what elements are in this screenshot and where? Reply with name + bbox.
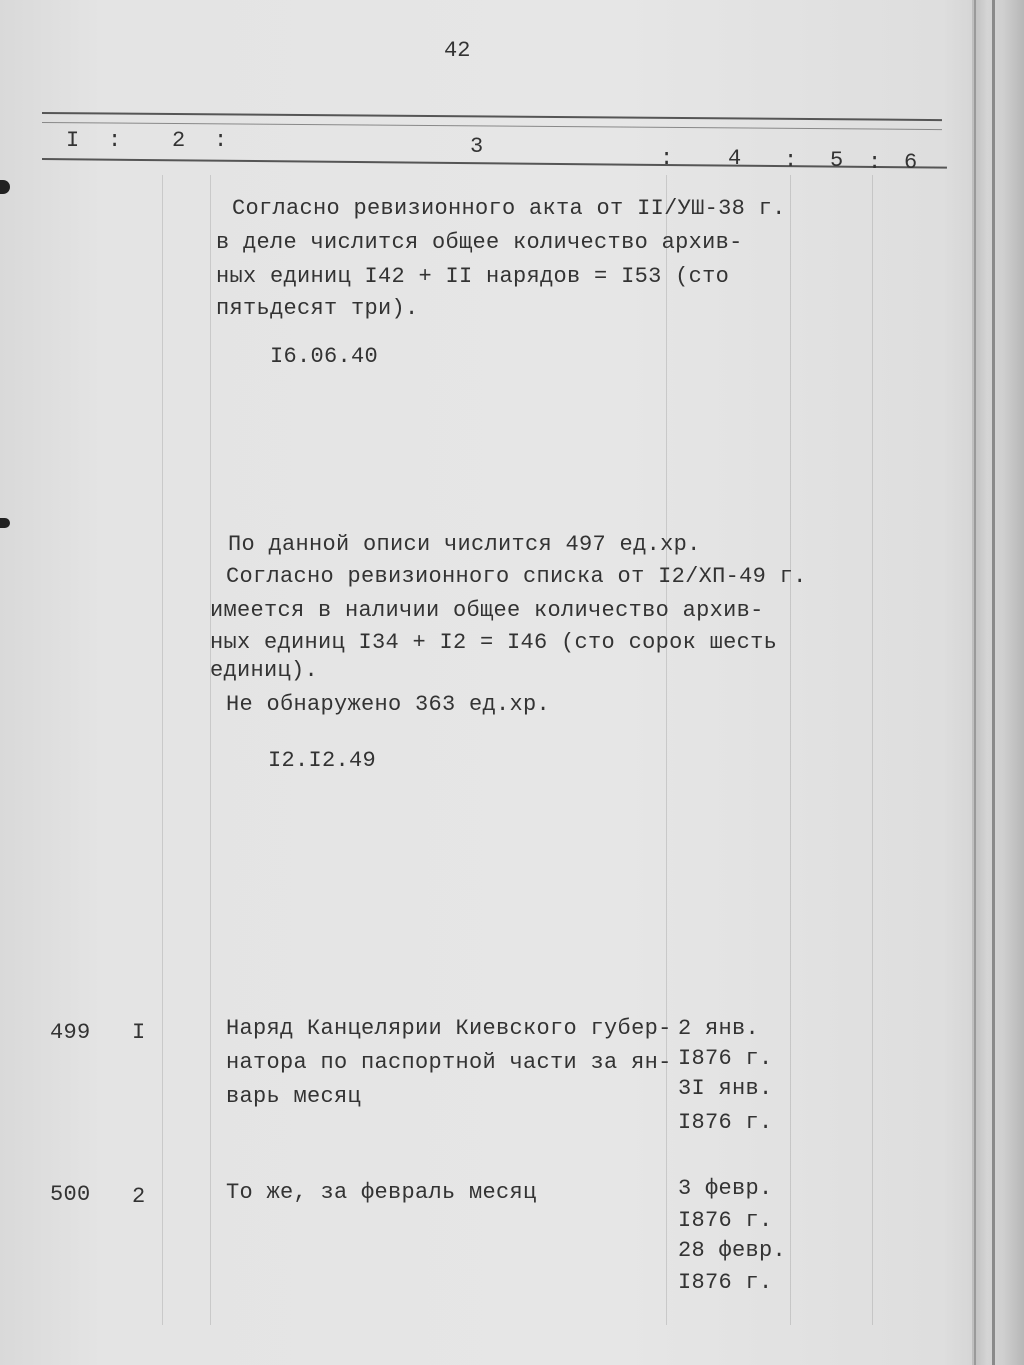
entry-seq: 2: [132, 1184, 146, 1209]
note-line: имеется в наличии общее количество архив-: [210, 598, 764, 623]
next-page-edge: [972, 0, 1024, 1365]
column-1-header: I: [66, 128, 80, 153]
column-separator: :: [868, 150, 882, 175]
note-date: I2.I2.49: [268, 748, 377, 773]
note-line: По данной описи числится 497 ед.хр.: [228, 532, 701, 557]
note-line: пятьдесят три).: [216, 296, 419, 321]
entry-title-line: варь месяц: [226, 1084, 362, 1109]
note-line: Не обнаружено 363 ед.хр.: [226, 692, 551, 717]
note-line: в деле числится общее количество архив-: [216, 230, 743, 255]
column-5-header: 5: [830, 148, 844, 173]
entry-date-line: I876 г.: [678, 1046, 773, 1071]
entry-title-line: натора по паспортной части за ян-: [226, 1050, 672, 1075]
binding-hole: [0, 518, 10, 528]
entry-title-line: То же, за февраль месяц: [226, 1180, 537, 1205]
header-rule-top: [42, 112, 942, 121]
entry-date-line: I876 г.: [678, 1270, 773, 1295]
column-separator: :: [108, 128, 122, 153]
column-divider: [210, 175, 211, 1325]
entry-number: 500: [50, 1182, 91, 1207]
note-date: I6.06.40: [270, 344, 379, 369]
page-edge-line: [974, 0, 976, 1365]
note-line: ных единиц I42 + II нарядов = I53 (сто: [216, 264, 730, 289]
column-divider: [666, 175, 667, 1325]
note-line: Согласно ревизионного акта от II/УШ-38 г.: [232, 196, 786, 221]
page-number: 42: [444, 38, 471, 63]
page-edge-line: [992, 0, 995, 1365]
entry-date-line: 3 февр.: [678, 1176, 773, 1201]
column-separator: :: [214, 128, 228, 153]
column-divider: [162, 175, 163, 1325]
entry-number: 499: [50, 1020, 91, 1045]
column-separator: :: [660, 146, 674, 171]
entry-seq: I: [132, 1020, 146, 1045]
column-3-header: 3: [470, 134, 484, 159]
column-4-header: 4: [728, 146, 742, 171]
entry-date-line: 3I янв.: [678, 1076, 773, 1101]
column-2-header: 2: [172, 128, 186, 153]
note-line: ных единиц I34 + I2 = I46 (сто сорок шесть: [210, 630, 778, 655]
entry-date-line: I876 г.: [678, 1110, 773, 1135]
column-separator: :: [784, 148, 798, 173]
entry-title-line: Наряд Канцелярии Киевского губер-: [226, 1016, 672, 1041]
column-divider: [872, 175, 873, 1325]
note-line: единиц).: [210, 658, 319, 683]
entry-date-line: 2 янв.: [678, 1016, 760, 1041]
note-line: Согласно ревизионного списка от I2/ХП-49 г.: [226, 564, 807, 589]
entry-date-line: I876 г.: [678, 1208, 773, 1233]
binding-hole: [0, 180, 10, 194]
column-6-header: 6: [904, 150, 918, 175]
entry-date-line: 28 февр.: [678, 1238, 787, 1263]
column-divider: [790, 175, 791, 1325]
header-rule-bottom: [42, 158, 947, 169]
